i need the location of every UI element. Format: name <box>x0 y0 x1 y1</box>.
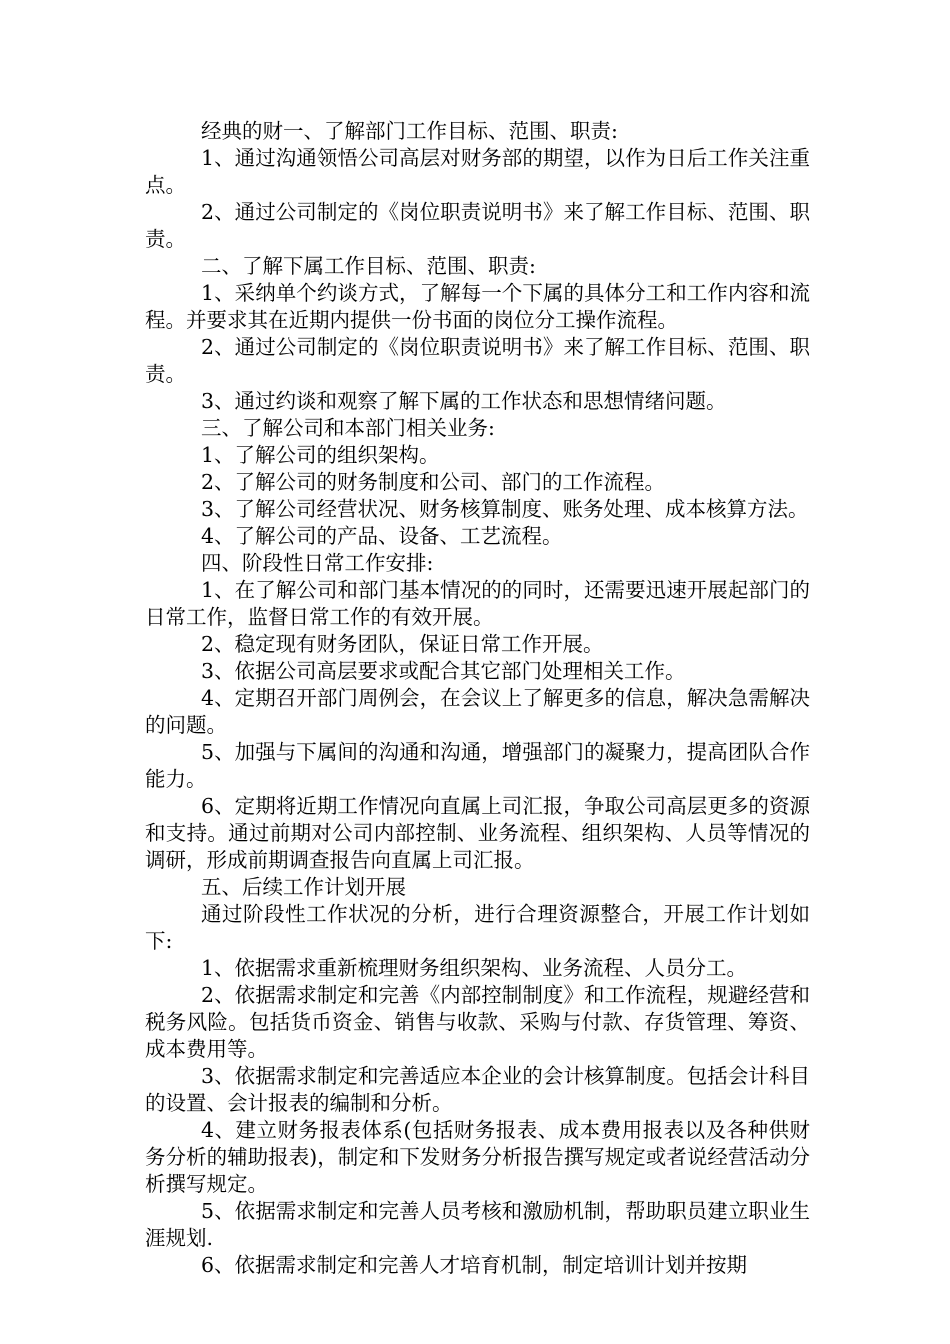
paragraph: 1、采纳单个约谈方式，了解每一个下属的具体分工和工作内容和流程。并要求其在近期内提供一份书面的岗位分工操作流程。 <box>145 281 810 332</box>
paragraph: 2、通过公司制定的《岗位职责说明书》来了解工作目标、范围、职责。 <box>145 200 810 251</box>
paragraph: 4、建立财务报表体系(包括财务报表、成本费用报表以及各种供财务分析的辅助报表)，制定和下发财务分析报告撰写规定或者说经营活动分析撰写规定。 <box>145 1118 810 1196</box>
paragraph: 2、依据需求制定和完善《内部控制制度》和工作流程，规避经营和税务风险。包括货币资金、销售与收款、采购与付款、存货管理、筹资、成本费用等。 <box>145 983 810 1061</box>
paragraph: 五、后续工作计划开展 <box>201 875 406 899</box>
paragraph: 1、在了解公司和部门基本情况的的同时，还需要迅速开展起部门的日常工作，监督日常工作的有效开展。 <box>145 578 810 629</box>
paragraph: 二、了解下属工作目标、范围、职责: <box>201 254 536 278</box>
paragraph: 2、通过公司制定的《岗位职责说明书》来了解工作目标、范围、职责。 <box>145 335 810 386</box>
paragraph: 4、定期召开部门周例会，在会议上了解更多的信息，解决急需解决的问题。 <box>145 686 810 737</box>
paragraph: 5、依据需求制定和完善人员考核和激励机制，帮助职员建立职业生涯规划. <box>145 1199 810 1250</box>
paragraph: 6、依据需求制定和完善人才培育机制，制定培训计划并按期 <box>201 1253 748 1277</box>
paragraph: 三、了解公司和本部门相关业务: <box>201 416 495 440</box>
paragraph: 2、稳定现有财务团队，保证日常工作开展。 <box>201 632 604 656</box>
paragraph: 3、了解公司经营状况、财务核算制度、账务处理、成本核算方法。 <box>201 497 809 521</box>
paragraph: 经典的财一、了解部门工作目标、范围、职责: <box>201 119 618 143</box>
document-body <box>145 118 810 1279</box>
paragraph: 1、通过沟通领悟公司高层对财务部的期望，以作为日后工作关注重点。 <box>145 146 810 197</box>
paragraph: 5、加强与下属间的沟通和沟通，增强部门的凝聚力，提高团队合作能力。 <box>145 740 810 791</box>
paragraph: 2、了解公司的财务制度和公司、部门的工作流程。 <box>201 470 666 494</box>
paragraph: 4、了解公司的产品、设备、工艺流程。 <box>201 524 563 548</box>
paragraph: 3、通过约谈和观察了解下属的工作状态和思想情绪问题。 <box>201 389 727 413</box>
paragraph: 四、阶段性日常工作安排: <box>201 551 434 575</box>
paragraph: 3、依据需求制定和完善适应本企业的会计核算制度。包括会计科目的设置、会计报表的编制和分析。 <box>145 1064 810 1115</box>
paragraph: 通过阶段性工作状况的分析，进行合理资源整合，开展工作计划如下: <box>145 902 810 953</box>
paragraph: 3、依据公司高层要求或配合其它部门处理相关工作。 <box>201 659 686 683</box>
paragraph: 6、定期将近期工作情况向直属上司汇报，争取公司高层更多的资源和支持。通过前期对公司内部控制、业务流程、组织架构、人员等情况的调研，形成前期调查报告向直属上司汇报。 <box>145 794 810 872</box>
paragraph: 1、了解公司的组织架构。 <box>201 443 440 467</box>
paragraph: 1、依据需求重新梳理财务组织架构、业务流程、人员分工。 <box>201 956 748 980</box>
